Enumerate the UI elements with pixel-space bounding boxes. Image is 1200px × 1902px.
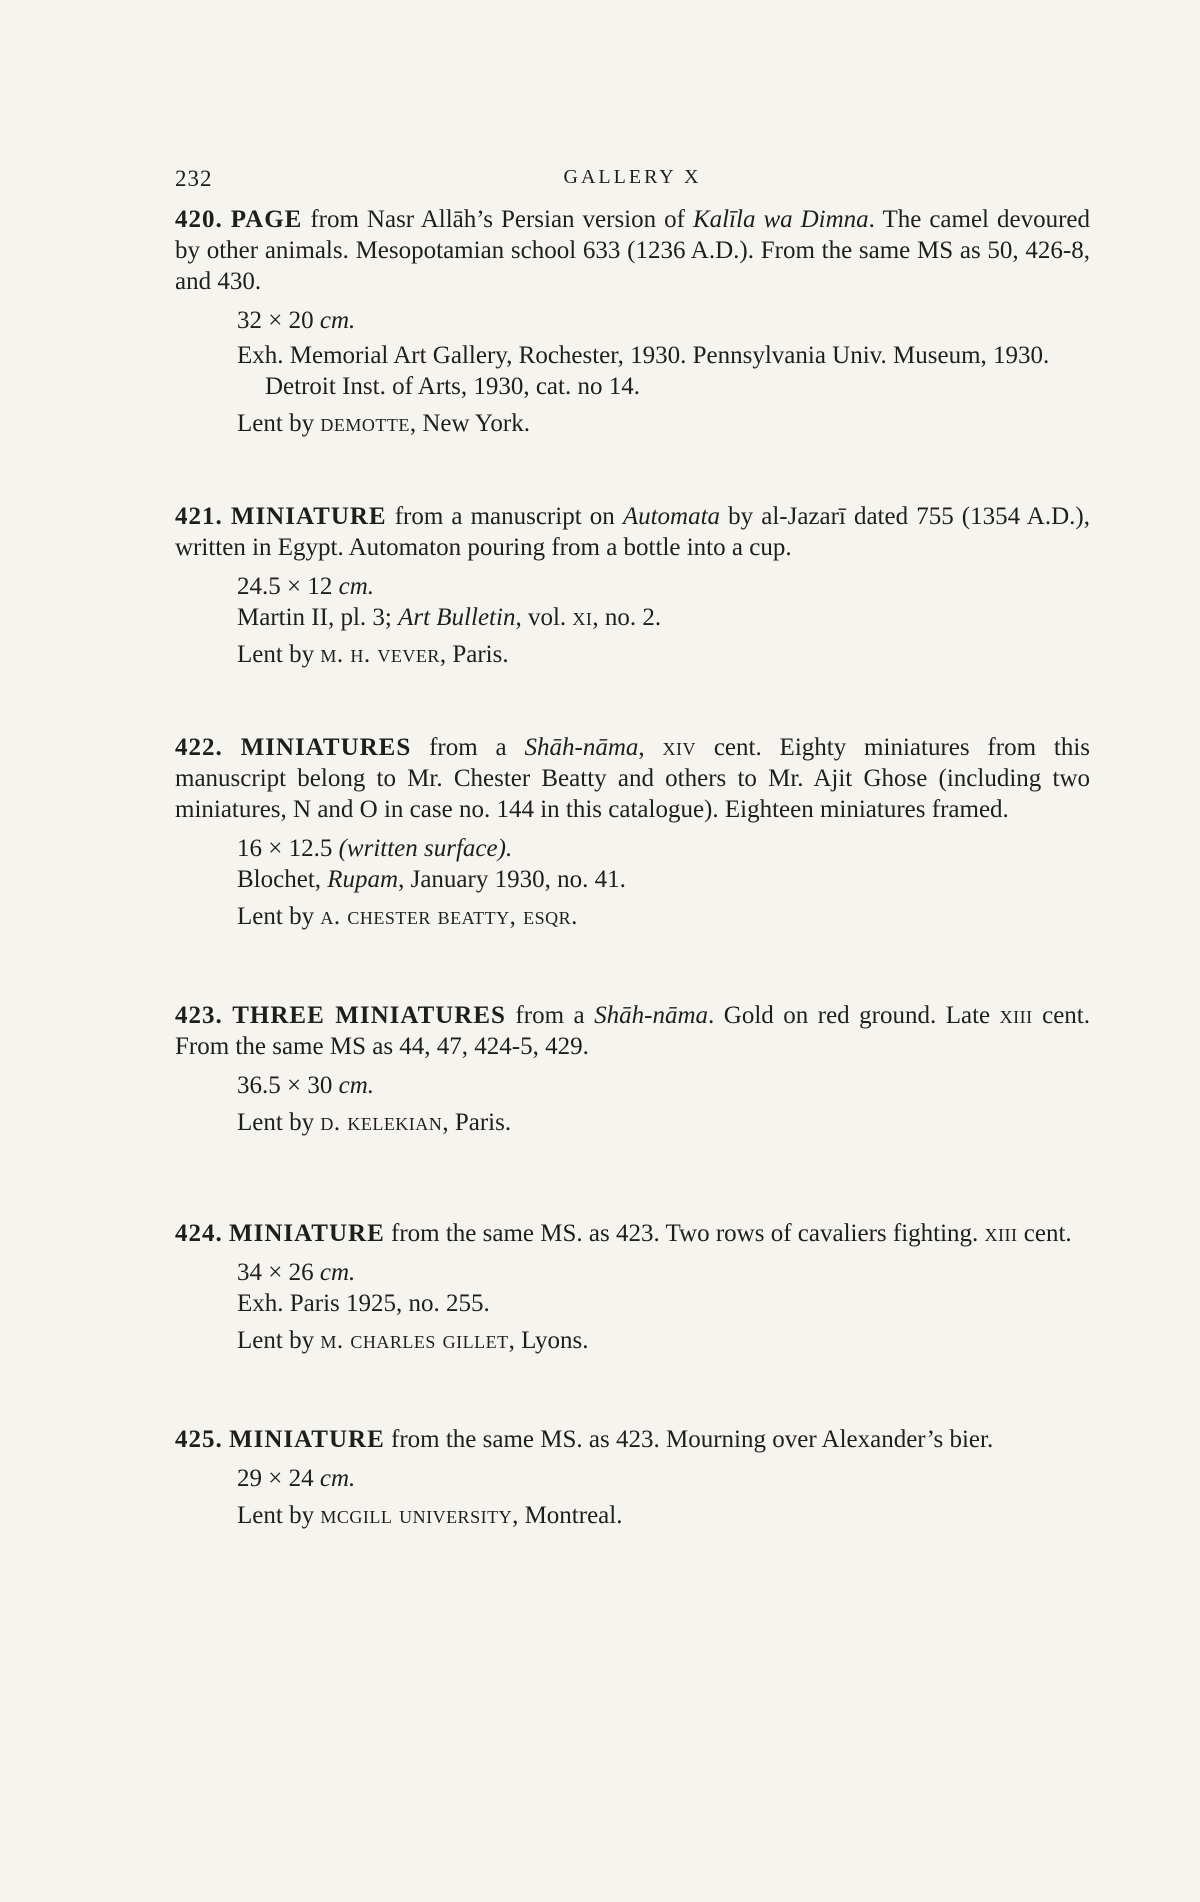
entry-century: xiii bbox=[984, 1220, 1018, 1247]
entry-dimensions bbox=[175, 1257, 1090, 1288]
lent-suffix: , Lyons. bbox=[508, 1327, 589, 1354]
entry-text: from the same MS. as 423. Mourning over Alexander’s bier. bbox=[384, 1426, 994, 1453]
entry-description bbox=[175, 732, 1090, 825]
reference-text: , no. 2. bbox=[592, 604, 662, 631]
entry-text: cent. From the same MS as 44, 47, 424-5, 429. bbox=[175, 1002, 1091, 1060]
entry-text: by al-Jazarī dated 755 (1354 A.D.), written in Egypt. Automaton pouring from a bottle into a cup. bbox=[175, 503, 1090, 561]
entry-text: from a manuscript on bbox=[386, 503, 623, 530]
lender-name: demotte bbox=[320, 410, 410, 437]
entry-century: xiii bbox=[999, 1002, 1033, 1029]
reference-title: Art Bulletin bbox=[398, 604, 516, 631]
dimensions-value: 16 × 12.5 bbox=[237, 835, 339, 862]
lender-name: m. h. vever bbox=[320, 641, 440, 668]
catalogue-page bbox=[175, 160, 1090, 1531]
lent-prefix: Lent by bbox=[237, 410, 321, 437]
entry-title: Kalīla wa Dimna bbox=[692, 206, 869, 233]
lent-prefix: Lent by bbox=[237, 1327, 321, 1354]
entry-text: from a bbox=[411, 734, 525, 761]
page-header bbox=[175, 160, 1090, 204]
dimensions-value: 32 × 20 bbox=[237, 307, 320, 334]
entry-lender bbox=[175, 639, 1090, 670]
entry-dimensions bbox=[175, 833, 1090, 864]
entry-title: Automata bbox=[622, 503, 721, 530]
catalogue-entry-425 bbox=[175, 1424, 1090, 1531]
entry-number: 423. bbox=[175, 1002, 223, 1029]
dimensions-unit: (written surface). bbox=[338, 835, 513, 862]
entry-lender bbox=[175, 1500, 1090, 1531]
entry-title: Shāh-nāma bbox=[524, 734, 639, 761]
entry-description bbox=[175, 1218, 1090, 1249]
entry-text: , bbox=[638, 734, 663, 761]
lent-prefix: Lent by bbox=[237, 1502, 321, 1529]
dimensions-unit: cm. bbox=[319, 1465, 356, 1492]
entry-heading: MINIATURE bbox=[229, 1426, 385, 1453]
dimensions-unit: cm. bbox=[319, 1259, 356, 1286]
reference-text: Blochet, bbox=[237, 866, 328, 893]
entry-number: 420. bbox=[175, 206, 223, 233]
dimensions-value: 29 × 24 bbox=[237, 1465, 320, 1492]
entry-heading: MINIATURE bbox=[229, 1220, 385, 1247]
lent-prefix: Lent by bbox=[237, 903, 321, 930]
lender-name: d. kelekian bbox=[320, 1109, 443, 1136]
entry-lender bbox=[175, 901, 1090, 932]
catalogue-entry-421 bbox=[175, 501, 1090, 670]
entry-heading: MINIATURES bbox=[240, 734, 412, 761]
catalogue-entry-420 bbox=[175, 204, 1090, 439]
dimensions-unit: cm. bbox=[319, 307, 356, 334]
lender-name: a. chester beatty, esqr. bbox=[320, 903, 578, 930]
entry-lender bbox=[175, 1325, 1090, 1356]
entry-description bbox=[175, 501, 1090, 563]
entry-lender bbox=[175, 1107, 1090, 1138]
reference-text: , January 1930, no. 41. bbox=[398, 866, 626, 893]
entry-dimensions bbox=[175, 305, 1090, 336]
dimensions-value: 34 × 26 bbox=[237, 1259, 320, 1286]
catalogue-entry-423 bbox=[175, 1000, 1090, 1138]
entry-dimensions bbox=[175, 571, 1090, 602]
entry-text: cent. bbox=[1017, 1220, 1072, 1247]
lent-suffix: , Montreal. bbox=[512, 1502, 623, 1529]
entry-number: 421. bbox=[175, 503, 223, 530]
dimensions-value: 36.5 × 30 bbox=[237, 1072, 339, 1099]
entry-description bbox=[175, 204, 1090, 297]
entry-text: cent. Eighty miniatures from this manuscript belong to Mr. Chester Beatty and others to Mr. Ajit Ghose (including two miniatures, N and O in case no. 144 in this catalogue). Eighteen miniatures framed. bbox=[175, 734, 1090, 823]
entry-heading: THREE MINIATURES bbox=[232, 1002, 506, 1029]
lent-suffix: , Paris. bbox=[442, 1109, 512, 1136]
entry-lender bbox=[175, 408, 1090, 439]
entry-reference bbox=[175, 864, 1090, 895]
catalogue-entry-422 bbox=[175, 732, 1090, 932]
entry-century: xiv bbox=[662, 734, 696, 761]
dimensions-unit: cm. bbox=[338, 1072, 375, 1099]
lent-prefix: Lent by bbox=[237, 641, 321, 668]
entry-dimensions bbox=[175, 1070, 1090, 1101]
reference-volume: xi bbox=[572, 604, 593, 631]
reference-text: Martin II, pl. 3; bbox=[237, 604, 399, 631]
entry-reference bbox=[175, 602, 1090, 633]
entry-title: Shāh-nāma bbox=[594, 1002, 709, 1029]
entry-text: from a bbox=[505, 1002, 595, 1029]
entry-number: 424. bbox=[175, 1220, 223, 1247]
lender-name: m. charles gillet bbox=[320, 1327, 509, 1354]
entry-description bbox=[175, 1424, 1090, 1455]
entry-description bbox=[175, 1000, 1090, 1062]
entry-number: 425. bbox=[175, 1426, 223, 1453]
lender-name: mcgill university bbox=[320, 1502, 513, 1529]
dimensions-unit: cm. bbox=[338, 573, 375, 600]
entry-exhibition: Exh. Memorial Art Gallery, Rochester, 1930. Pennsylvania Univ. Museum, 1930. Detroit Inst. of Arts, 1930, cat. no 14. bbox=[237, 342, 1050, 400]
entry-exhibition: Exh. Paris 1925, no. 255. bbox=[237, 1290, 490, 1317]
entry-dimensions bbox=[175, 1463, 1090, 1494]
lent-prefix: Lent by bbox=[237, 1109, 321, 1136]
entry-text: from Nasr Allāh’s Persian version of bbox=[302, 206, 693, 233]
dimensions-value: 24.5 × 12 bbox=[237, 573, 339, 600]
lent-suffix: , Paris. bbox=[439, 641, 509, 668]
catalogue-entry-424 bbox=[175, 1218, 1090, 1356]
entry-heading: MINIATURE bbox=[230, 503, 387, 530]
entry-text: . Gold on red ground. Late bbox=[708, 1002, 1000, 1029]
page-number: 232 bbox=[175, 166, 213, 191]
running-head: GALLERY X bbox=[563, 166, 702, 188]
entry-text: from the same MS. as 423. Two rows of cavaliers fighting. bbox=[384, 1220, 985, 1247]
reference-title: Rupam bbox=[327, 866, 399, 893]
entry-heading: PAGE bbox=[230, 206, 303, 233]
reference-text: , vol. bbox=[515, 604, 573, 631]
lent-suffix: , New York. bbox=[409, 410, 530, 437]
entry-text: . The camel devoured by other animals. Mesopotamian school 633 (1236 A.D.). From the same MS as 50, 426-8, and 430. bbox=[175, 206, 1091, 295]
entry-number: 422. bbox=[175, 734, 223, 761]
